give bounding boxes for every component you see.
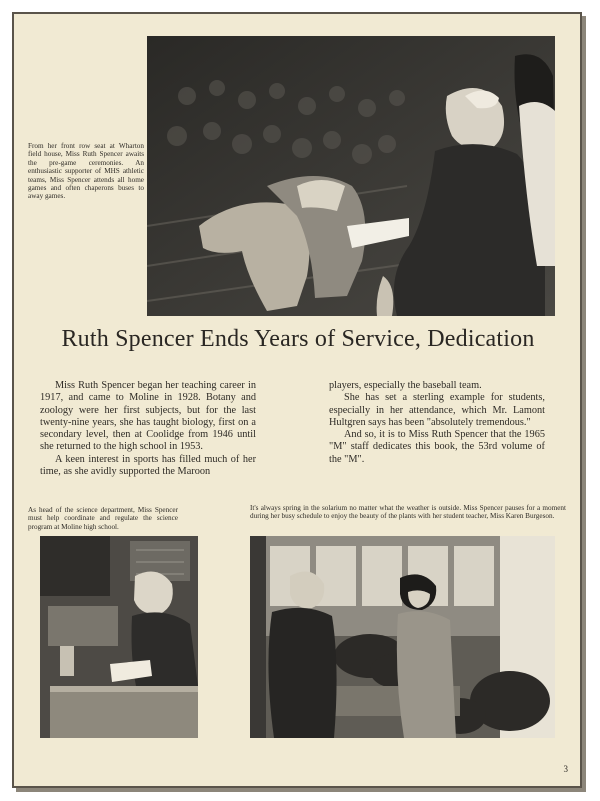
field-house-photo — [147, 36, 555, 316]
field-house-photo-art — [147, 36, 555, 316]
article-paragraph: Miss Ruth Spencer began her teaching career in 1917, and came to Moline in 1928. Botany and zoology were her first subjects, but for the last twenty-nine years, she has taught biology, first on a secondary level, then at Coolidge from 1946 until she returned to the high school in 1953. — [40, 380, 256, 453]
article-column-2 — [329, 380, 545, 466]
article-paragraph: A keen interest in sports has filled much of her time, as she avidly supported the Maroon — [40, 453, 256, 478]
headline: Ruth Spencer Ends Years of Service, Dedication — [61, 326, 535, 352]
science-photo-caption: As head of the science department, Miss Spencer must help coordinate and regulate the science program at Moline high school. — [28, 506, 178, 531]
page-number: 3 — [563, 764, 568, 774]
solarium-photo-caption: It's always spring in the solarium no matter what the weather is outside. Miss Spencer pauses for a moment during her busy schedule to enjoy the beauty of the plants with her student teacher, Miss Karen Burgeson. — [250, 504, 566, 521]
yearbook-page — [12, 12, 582, 788]
article-paragraph: She has set a sterling example for students, especially in her attendance, which Mr. Lamont Hultgren says has been "absolutely tremendous." — [329, 392, 545, 428]
article-paragraph: And so, it is to Miss Ruth Spencer that the 1965 "M" staff dedicates this book, the 53rd volume of the "M". — [329, 429, 545, 465]
solarium-photo — [250, 536, 555, 738]
science-department-photo — [40, 536, 198, 738]
article-continuation: players, especially the baseball team. — [329, 380, 482, 391]
article-column-1 — [40, 380, 256, 478]
solarium-photo-art — [250, 536, 555, 738]
top-photo-caption: From her front row seat at Wharton field house, Miss Ruth Spencer awaits the pre-game ceremonies. An enthusiastic supporter of MHS athletic teams, Miss Spencer attends all home games and often chaperons buses to away games. — [28, 142, 144, 201]
science-department-photo-art — [40, 536, 198, 738]
